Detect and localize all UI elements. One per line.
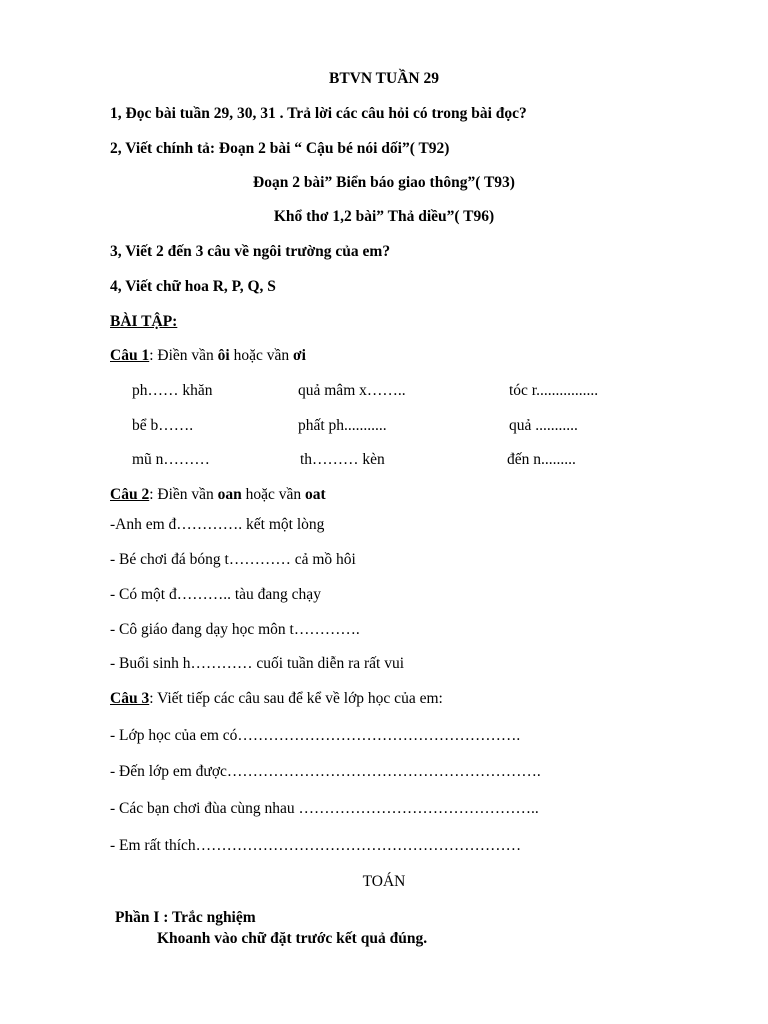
homework-item: 4, Viết chữ hoa R, P, Q, S xyxy=(110,278,276,295)
fill-blank-cell: đến n......... xyxy=(507,451,576,468)
fill-blank-cell: quả mâm x…….. xyxy=(298,382,406,399)
fill-blank-cell: quả ........... xyxy=(509,417,578,434)
sentence-prompt: - Đến lớp em được……………………………………………………. xyxy=(110,763,541,780)
fill-blank-cell: tóc r................ xyxy=(509,382,599,399)
question-label: Câu 1 xyxy=(110,347,150,364)
homework-item: 1, Đọc bài tuần 29, 30, 31 . Trả lời các câu hỏi có trong bài đọc? xyxy=(110,105,527,122)
fill-blank-cell: mũ n……… xyxy=(132,451,210,468)
question-label: Câu 3 xyxy=(110,690,150,707)
fill-blank-cell: th……… kèn xyxy=(300,451,385,468)
question-2-heading xyxy=(110,486,326,505)
fill-blank-item: - Cô giáo đang dạy học môn t…………. xyxy=(110,621,360,638)
question-text: : Điền vần xyxy=(149,486,218,503)
fill-blank-cell: phất ph........... xyxy=(298,417,387,434)
math-heading: TOÁN xyxy=(362,873,406,890)
part-1-instruction: Khoanh vào chữ đặt trước kết quả đúng. xyxy=(157,930,428,947)
homework-item: 3, Viết 2 đến 3 câu về ngôi trường của em? xyxy=(110,243,391,260)
fill-blank-cell: ph…… khăn xyxy=(132,382,213,399)
question-3-heading xyxy=(110,690,443,709)
sentence-prompt: - Lớp học của em có………………………………………………. xyxy=(110,727,521,744)
fill-blank-item: - Bé chơi đá bóng t………… cả mồ hôi xyxy=(110,551,356,568)
rhyme-option: ơi xyxy=(292,347,306,364)
dictation-item: Đoạn 2 bài” Biển báo giao thông”( T93) xyxy=(253,174,515,191)
question-text: hoặc vần xyxy=(241,486,306,503)
exercise-heading: BÀI TẬP: xyxy=(110,313,178,330)
page-title: BTVN TUẦN 29 xyxy=(329,70,439,87)
sentence-prompt: - Em rất thích……………………………………………………… xyxy=(110,837,522,854)
question-1-heading xyxy=(110,347,306,366)
fill-blank-item: - Buổi sinh h………… cuối tuần diễn ra rất vui xyxy=(110,655,405,672)
rhyme-option: oan xyxy=(217,486,242,503)
fill-blank-item: - Có một đ……….. tàu đang chạy xyxy=(110,586,321,603)
rhyme-option: ôi xyxy=(217,347,230,364)
rhyme-option: oat xyxy=(305,486,326,503)
dictation-item: Khổ thơ 1,2 bài” Thả diều”( T96) xyxy=(273,208,495,225)
homework-item: 2, Viết chính tả: Đoạn 2 bài “ Cậu bé nói dối”( T92) xyxy=(110,140,450,157)
part-1-title: Phần I : Trắc nghiệm xyxy=(115,909,256,926)
question-label: Câu 2 xyxy=(110,486,150,503)
fill-blank-cell: bể b……. xyxy=(132,417,194,434)
fill-blank-item: -Anh em đ…………. kết một lòng xyxy=(110,516,325,533)
question-text: : Viết tiếp các câu sau để kể về lớp học của em: xyxy=(149,690,443,707)
sentence-prompt: - Các bạn chơi đùa cùng nhau ……………………………………….. xyxy=(110,800,539,817)
question-text: : Điền vần xyxy=(149,347,218,364)
question-text: hoặc vần xyxy=(229,347,293,364)
